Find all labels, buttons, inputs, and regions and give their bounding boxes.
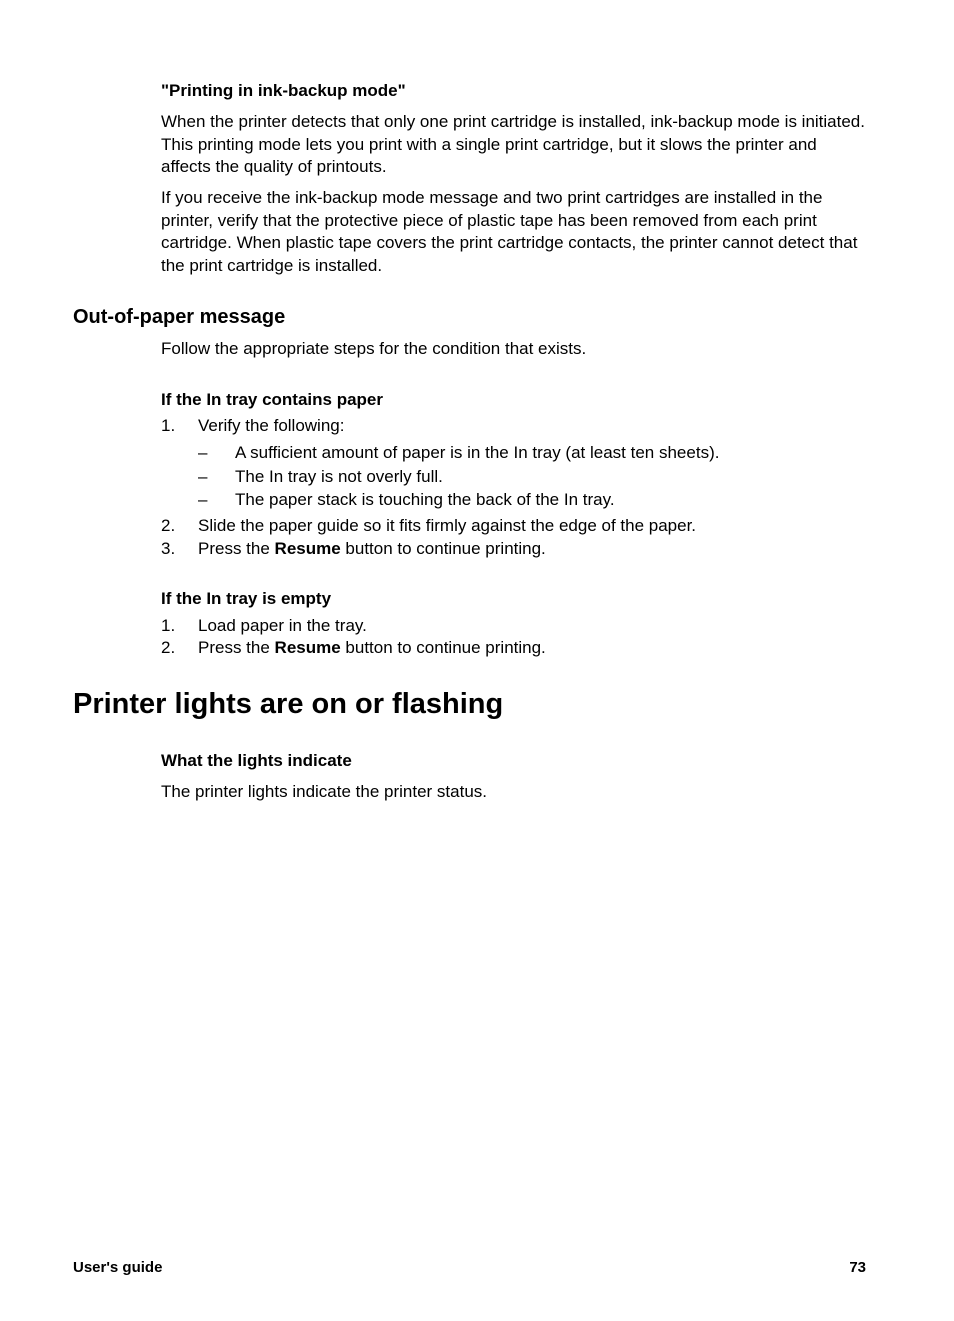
list-text: Verify the following: [198, 416, 345, 435]
list-text [198, 637, 546, 659]
sub-list-text: The In tray is not overly full. [235, 467, 443, 486]
dash-bullet: – [198, 490, 208, 509]
list-text-post: button to continue printing. [340, 638, 546, 657]
ink-backup-heading: "Printing in ink-backup mode" [161, 81, 406, 100]
sub-list-text: A sufficient amount of paper is in the In tray (at least ten sheets). [235, 443, 720, 462]
list-text-pre: Press the [198, 638, 275, 657]
in-tray-contains-paper-heading: If the In tray contains paper [161, 390, 383, 409]
out-of-paper-heading: Out-of-paper message [73, 306, 286, 328]
dash-bullet: – [198, 467, 208, 486]
list-item [161, 415, 861, 437]
list-item [161, 637, 861, 659]
sub-list-item [198, 466, 858, 488]
sub-list-item [198, 442, 858, 464]
printer-lights-paragraph: The printer lights indicate the printer status. [161, 782, 487, 801]
out-of-paper-intro: Follow the appropriate steps for the condition that exists. [161, 339, 587, 358]
resume-keyword: Resume [274, 638, 341, 657]
list-number: 3. [161, 539, 176, 558]
printer-lights-heading: Printer lights are on or flashing [73, 688, 504, 720]
list-number: 2. [161, 638, 176, 657]
list-item [161, 515, 861, 537]
in-tray-empty-heading: If the In tray is empty [161, 589, 332, 608]
list-text-post: button to continue printing. [340, 539, 546, 558]
list-text: Load paper in the tray. [198, 616, 367, 635]
list-text-pre: Press the [198, 539, 275, 558]
sub-list-item [198, 489, 858, 511]
list-text: Slide the paper guide so it fits firmly against the edge of the paper. [198, 516, 697, 535]
what-lights-indicate-heading: What the lights indicate [161, 751, 352, 770]
list-number: 1. [161, 616, 176, 635]
footer-left: User's guide [73, 1259, 163, 1276]
list-item [161, 615, 861, 637]
resume-keyword: Resume [274, 539, 341, 558]
list-number: 1. [161, 416, 176, 435]
ink-backup-paragraph-1: When the printer detects that only one print cartridge is installed, ink-backup mode is initiated. This printing mode lets you print with a single print cartridge, but it slows the printer and affects the quality of printouts. [161, 112, 865, 176]
ink-backup-paragraph-2: If you receive the ink-backup mode message and two print cartridges are installed in the printer, verify that the protective piece of plastic tape has been removed from each print cartridge. When plastic tape covers the print cartridge contacts, the printer cannot detect that the print cartridge is installed. [161, 188, 858, 275]
page-number: 73 [849, 1259, 866, 1276]
sub-list-text: The paper stack is touching the back of the In tray. [235, 490, 615, 509]
list-item [161, 538, 861, 560]
dash-bullet: – [198, 443, 208, 462]
list-number: 2. [161, 516, 176, 535]
list-text [198, 538, 546, 560]
